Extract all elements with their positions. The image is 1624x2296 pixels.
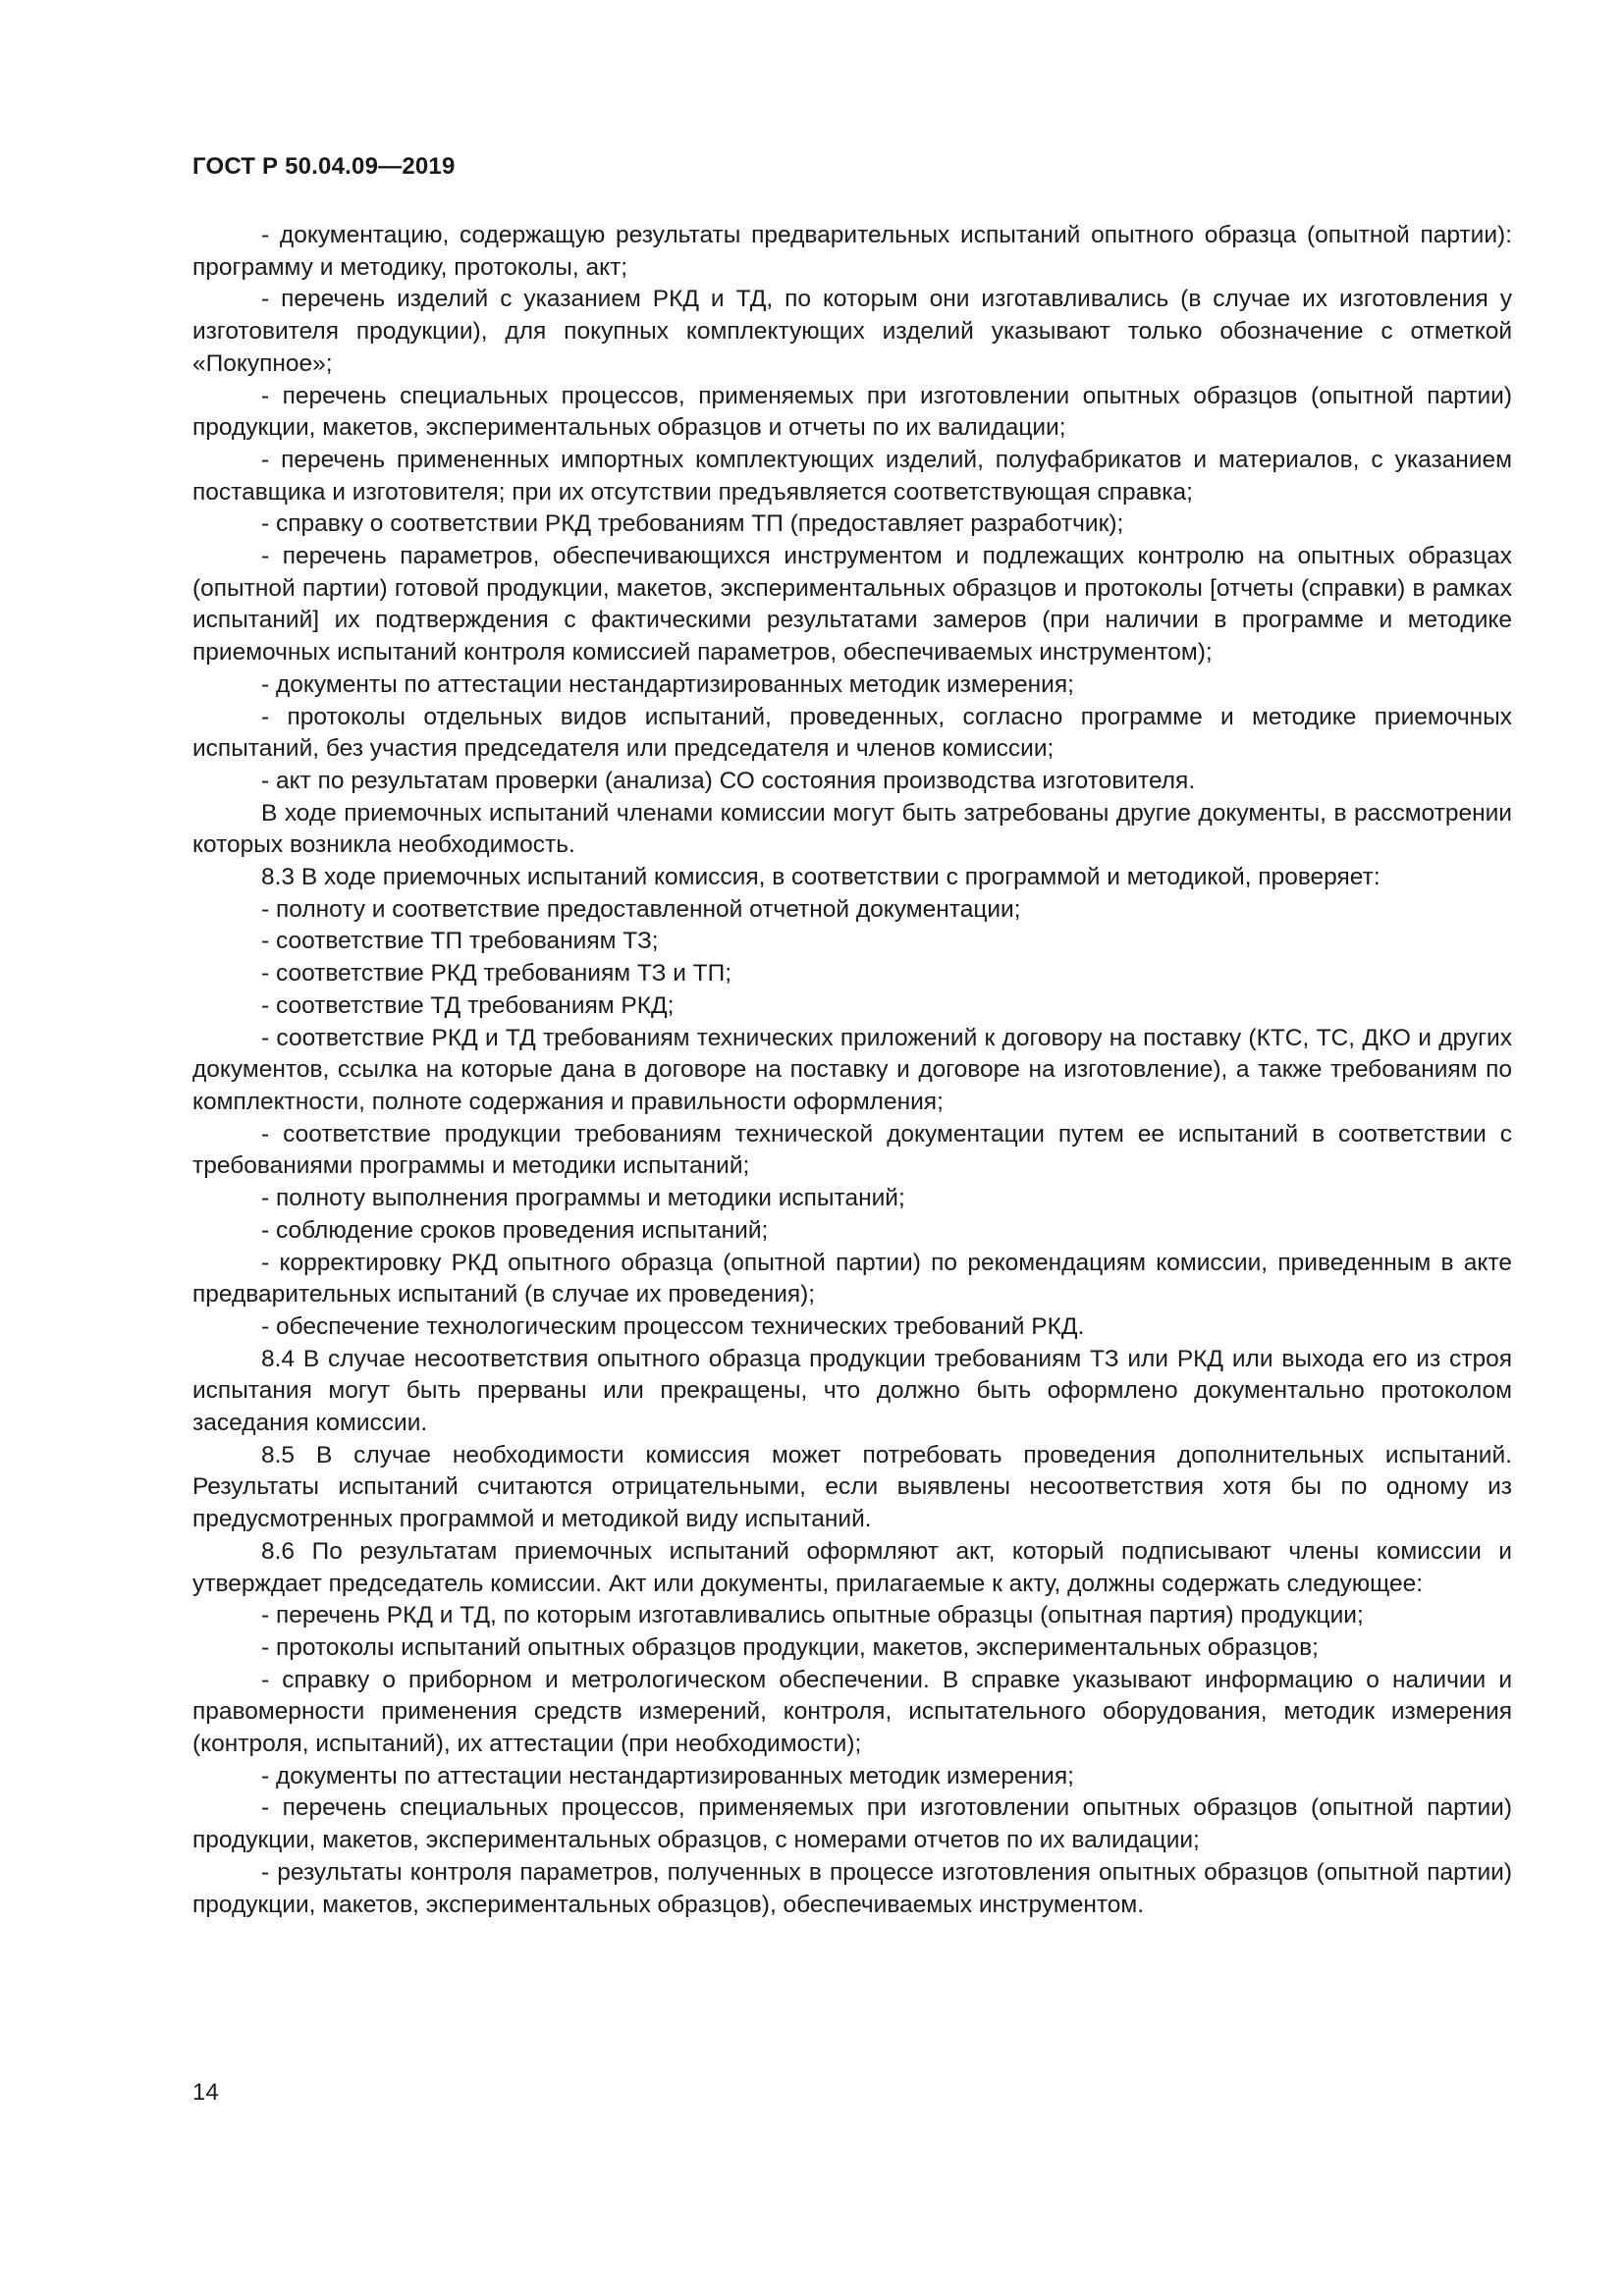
paragraph: - соответствие ТП требованиям ТЗ; — [261, 928, 659, 955]
paragraph: - перечень специальных процессов, применяемых при изготовлении опытных образцов (опытной партии) продукции, макетов, экспериментальных образцов, с номерами отчетов по их валидации; — [192, 1794, 1512, 1854]
paragraph: - перечень РКД и ТД, по которым изготавливались опытные образцы (опытная партия) продукции; — [261, 1602, 1364, 1629]
paragraph: - документы по аттестации нестандартизированных методик измерения; — [261, 1762, 1074, 1789]
paragraph: - перечень примененных импортных комплектующих изделий, полуфабрикатов и материалов, с указанием поставщика и изготовителя; при их отсутствии предъявляется соответствующая справка; — [192, 446, 1512, 506]
paragraph: - обеспечение технологическим процессом технических требований РКД. — [261, 1312, 1085, 1340]
clause-8-6: 8.6 По результатам приемочных испытаний оформляют акт, который подписывают члены комиссии и утверждает председатель комиссии. Акт или документы, прилагаемые к акту, должны содержать следующее: — [192, 1537, 1512, 1597]
paragraph: - справку о приборном и метрологическом обеспечении. В справке указывают информацию о наличии и правомерности применения средств измерений, контроля, испытательного оборудования, методик измерения (контроля, испытаний), их аттестации (при необходимости); — [192, 1666, 1512, 1758]
clause-8-4: 8.4 В случае несоответствия опытного образца продукции требованиям ТЗ или РКД или выхода его из строя испытания могут быть прерваны или прекращены, что должно быть оформлено документально протоколом заседания комиссии. — [192, 1345, 1512, 1437]
page-number: 14 — [192, 2079, 219, 2106]
clause-8-3: 8.3 В ходе приемочных испытаний комиссия, в соответствии с программой и методикой, проверяет: — [261, 864, 1380, 891]
paragraph: - полноту выполнения программы и методики испытаний; — [261, 1185, 905, 1212]
paragraph: В ходе приемочных испытаний членами комиссии могут быть затребованы другие документы, в рассмотрении которых возникла необходимость. — [192, 799, 1512, 859]
paragraph: - перечень специальных процессов, применяемых при изготовлении опытных образцов (опытной партии) продукции, макетов, экспериментальных образцов и отчеты по их валидации; — [192, 382, 1512, 442]
paragraph: - протоколы испытаний опытных образцов продукции, макетов, экспериментальных образцов; — [261, 1633, 1319, 1661]
document-body — [192, 220, 1512, 1921]
paragraph: - полноту и соответствие предоставленной отчетной документации; — [261, 895, 1021, 923]
paragraph: - документы по аттестации нестандартизированных методик измерения; — [261, 670, 1074, 698]
paragraph: - соответствие ТД требованиям РКД; — [261, 991, 675, 1019]
paragraph: - результаты контроля параметров, полученных в процессе изготовления опытных образцов (опытной партии) продукции, макетов, экспериментальных образцов), обеспечиваемых инструментом. — [192, 1858, 1512, 1918]
paragraph: - справку о соответствии РКД требованиям ТП (предоставляет разработчик); — [261, 510, 1124, 538]
paragraph: - соблюдение сроков проведения испытаний; — [261, 1216, 769, 1244]
paragraph: - документацию, содержащую результаты предварительных испытаний опытного образца (опытной партии): программу и методику, протоколы, акт; — [192, 222, 1512, 281]
standard-code-header: ГОСТ Р 50.04.09—2019 — [192, 153, 456, 180]
paragraph: - протоколы отдельных видов испытаний, проведенных, согласно программе и методике приемочных испытаний, без участия председателя или председателя и членов комиссии; — [192, 703, 1512, 763]
paragraph: - перечень изделий с указанием РКД и ТД, по которым они изготавливались (в случае их изготовления у изготовителя продукции), для покупных комплектующих изделий указывают только обозначение с отметкой «Покупное»; — [192, 286, 1512, 377]
paragraph: - перечень параметров, обеспечивающихся инструментом и подлежащих контролю на опытных образцах (опытной партии) готовой продукции, макетов, экспериментальных образцов и протоколы [отчеты (справки) в рамках испытаний] их подтверждения с фактическими результатами замеров (при наличии в программе и методике приемочных испытаний контроля комиссией параметров, обеспечиваемых инструментом); — [192, 543, 1512, 667]
paragraph: - корректировку РКД опытного образца (опытной партии) по рекомендациям комиссии, приведенным в акте предварительных испытаний (в случае их проведения); — [192, 1249, 1512, 1308]
clause-8-5: 8.5 В случае необходимости комиссия может потребовать проведения дополнительных испытаний. Результаты испытаний считаются отрицательными, если выявлены несоответствия хотя бы по одному из предусмотренных программой и методикой виду испытаний. — [192, 1441, 1512, 1533]
paragraph: - акт по результатам проверки (анализа) СО состояния производства изготовителя. — [261, 767, 1196, 794]
paragraph: - соответствие РКД требованиям ТЗ и ТП; — [261, 960, 732, 988]
paragraph: - соответствие продукции требованиям технической документации путем ее испытаний в соответствии с требованиями программы и методики испытаний; — [192, 1120, 1512, 1180]
paragraph: - соответствие РКД и ТД требованиям технических приложений к договору на поставку (КТС, ТС, ДКО и других документов, ссылка на которые дана в договоре на поставку и договоре на изготовление), а также требованиям по комплектности, полноте содержания и правильности оформления; — [192, 1024, 1512, 1115]
